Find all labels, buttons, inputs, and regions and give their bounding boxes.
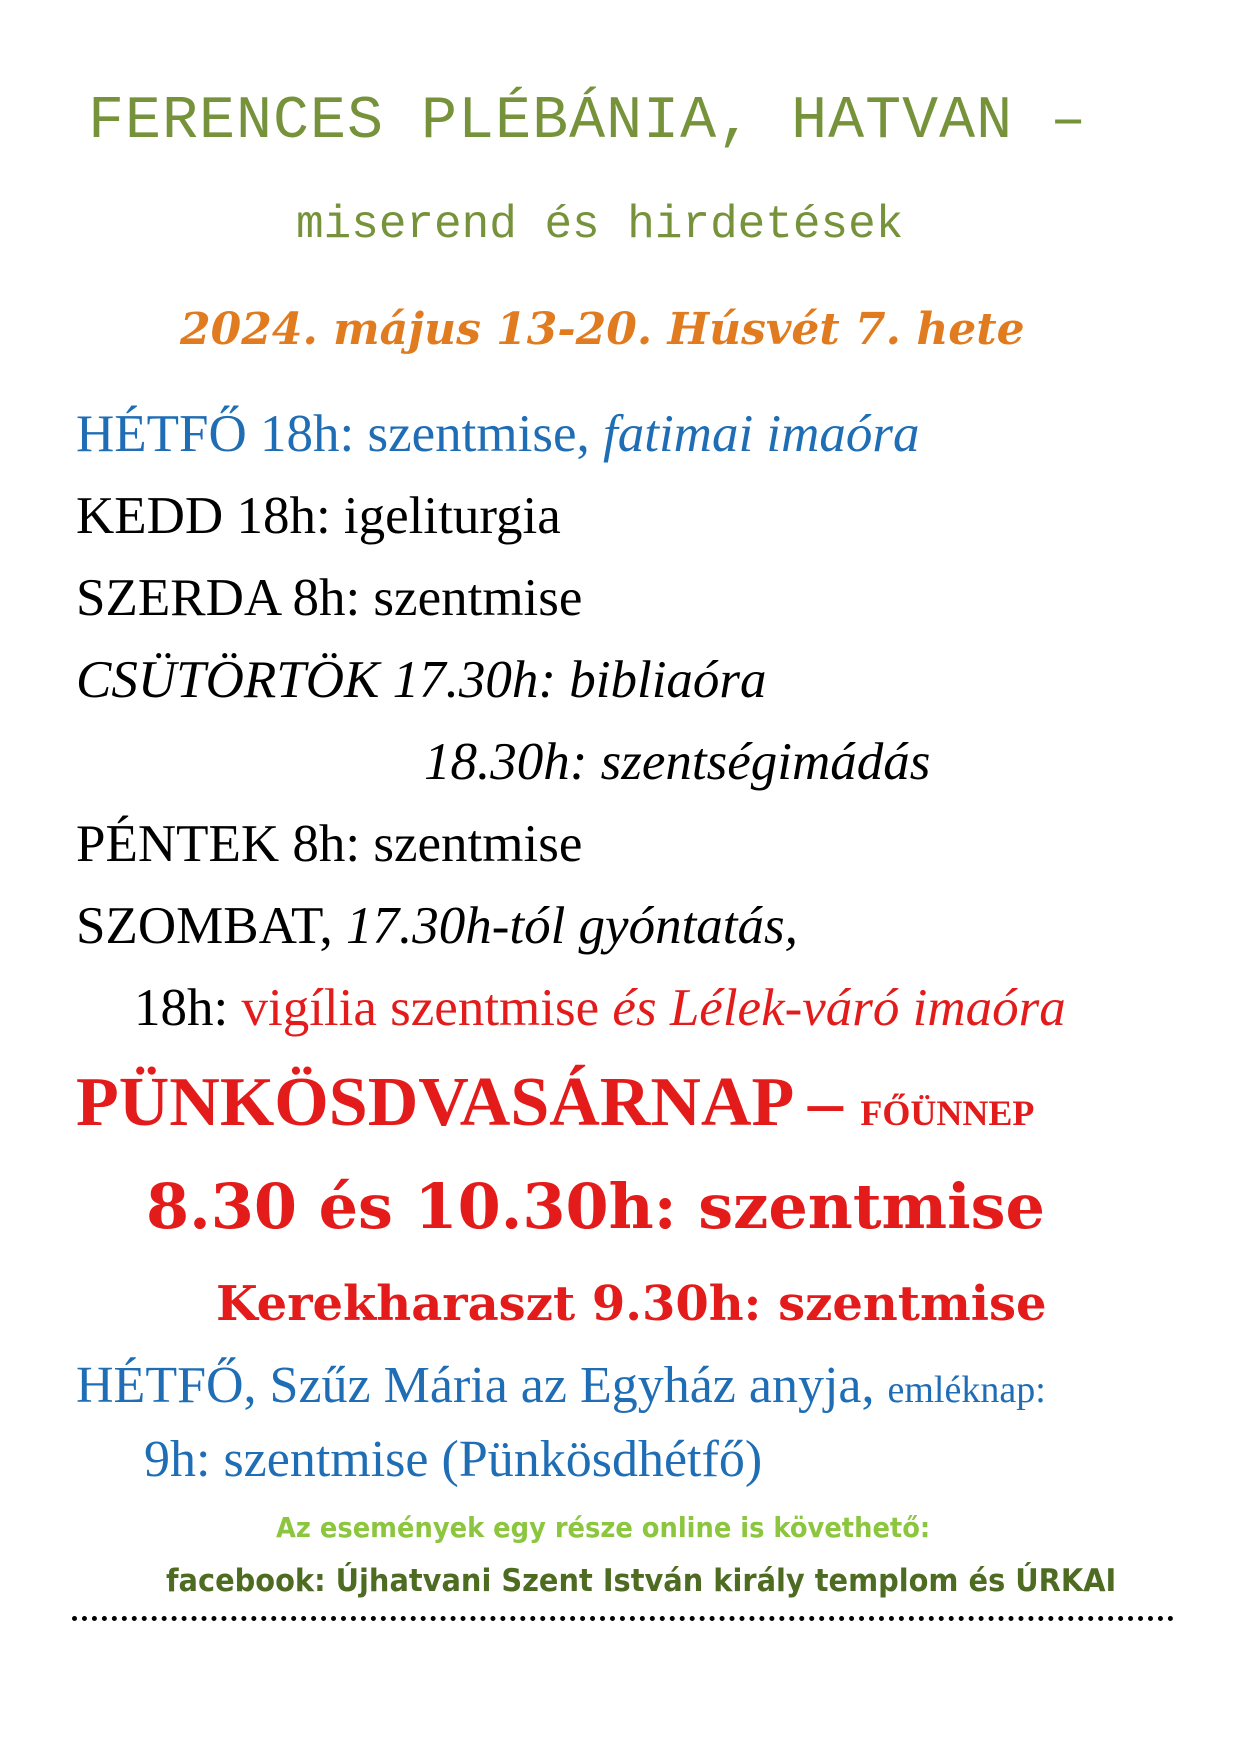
thursday-schedule-2: 18.30h: szentségimádás [424, 733, 931, 791]
monday-schedule [76, 405, 920, 463]
tuesday-schedule: KEDD 18h: igeliturgia [76, 487, 561, 545]
sunday-name: PÜNKÖSDVASÁRNAP – [76, 1064, 861, 1141]
saturday-mass: vigília szentmise [241, 979, 613, 1037]
saturday-prayer: és Lélek-váró imaóra [612, 979, 1066, 1037]
week-date: 2024. május 13-20. Húsvét 7. hete [180, 304, 1025, 355]
next-monday-1 [76, 1357, 1046, 1414]
thursday-schedule-1: CSÜTÖRTÖK 17.30h: bibliaóra [76, 651, 767, 709]
next-monday-rank: emléknap: [887, 1369, 1046, 1411]
sunday-masses: 8.30 és 10.30h: szentmise [146, 1170, 1045, 1243]
saturday-confession: 17.30h-tól gyóntatás, [345, 897, 798, 955]
page-title: FERENCES PLÉBÁNIA, HATVAN – [88, 88, 1088, 156]
dotted-divider [72, 1616, 1174, 1621]
online-note: Az események egy része online is követhető: [276, 1511, 931, 1544]
saturday-day: SZOMBAT, [76, 897, 346, 955]
saturday-time: 18h: [134, 979, 242, 1037]
monday-prayer: fatimai imaóra [603, 405, 920, 463]
next-monday-2: 9h: szentmise (Pünkösdhétfő) [144, 1431, 763, 1488]
facebook-note: facebook: Újhatvani Szent István király templom és ÚRKAI [166, 1563, 1117, 1599]
saturday-schedule-1 [76, 897, 798, 955]
page-subtitle: miserend és hirdetések [296, 199, 904, 251]
next-monday-feast: HÉTFŐ, Szűz Mária az Egyház anyja, [76, 1357, 888, 1414]
friday-schedule: PÉNTEK 8h: szentmise [76, 815, 583, 873]
wednesday-schedule: SZERDA 8h: szentmise [76, 569, 583, 627]
sunday-rank: FŐÜNNEP [860, 1093, 1035, 1133]
sunday-heading [76, 1064, 1035, 1141]
kerekharaszt-mass: Kerekharaszt 9.30h: szentmise [216, 1276, 1047, 1332]
monday-mass: HÉTFŐ 18h: szentmise, [76, 405, 603, 463]
saturday-schedule-2 [134, 979, 1066, 1037]
